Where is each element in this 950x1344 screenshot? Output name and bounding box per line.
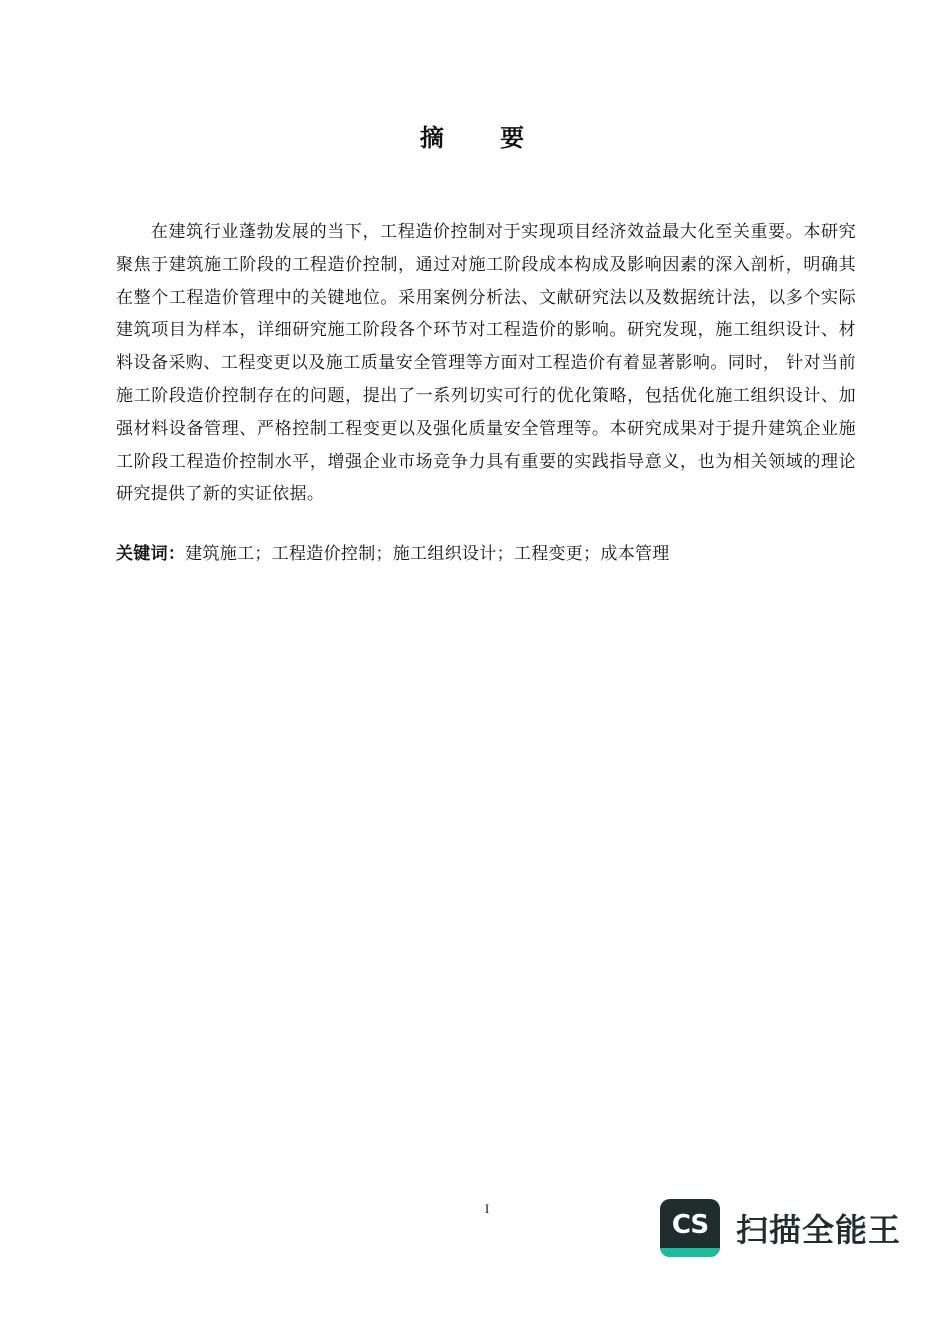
page-number: I	[484, 1201, 490, 1216]
watermark-app-name: 扫描全能王	[736, 1211, 902, 1249]
camscanner-logo-icon	[660, 1199, 720, 1257]
keywords-list: 建筑施工；工程造价控制；施工组织设计；工程变更；成本管理	[185, 544, 670, 564]
keywords-label: 关键词：	[116, 544, 186, 564]
logo-text: CS	[671, 1210, 709, 1240]
keywords-line	[116, 540, 856, 568]
page-title: 摘 要	[419, 124, 549, 152]
scanner-watermark	[660, 1198, 901, 1258]
abstract-paragraph: 在建筑行业蓬勃发展的当下，工程造价控制对于实现项目经济效益最大化至关重要。本研究聚焦于建筑施工阶段的工程造价控制，通过对施工阶段成本构成及影响因素的深入剖析，明确其在整个工程造价管理中的关键地位。采用案例分析法、文献研究法以及数据统计法，以多个实际建筑项目为样本，详细研究施工阶段各个环节对工程造价的影响。研究发现，施工组织设计、材料设备采购、工程变更以及施工质量安全管理等方面对工程造价有着显著影响。同时， 针对当前施工阶段造价控制存在的问题，提出了一系列切实可行的优化策略，包括优化施工组织设计、加强材料设备管理、严格控制工程变更以及强化质量安全管理等。本研究成果对于提升建筑企业施工阶段工程造价控制水平，增强企业市场竞争力具有重要的实践指导意义，也为相关领域的理论研究提供了新的实证依据。	[116, 222, 856, 505]
logo-accent-band	[660, 1248, 720, 1257]
